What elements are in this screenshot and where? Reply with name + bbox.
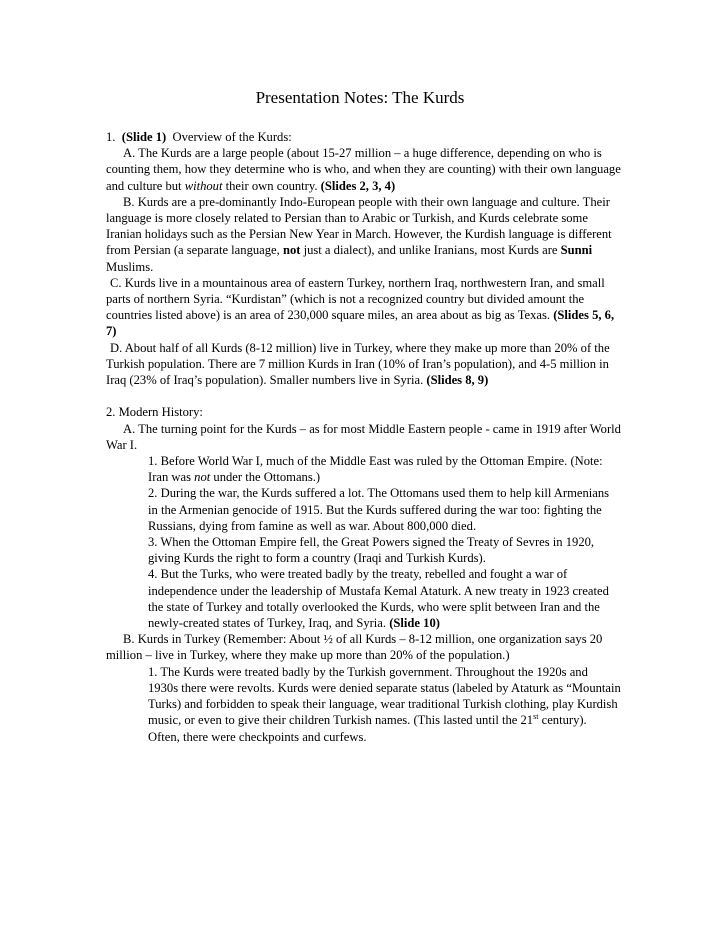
emphasis: without xyxy=(184,178,223,193)
text: B. Kurds are a pre-dominantly Indo-European people with their own language and culture. Their language is more closely related to Persian than to Arabic or Turkish, and Kurds celebrate some Iranian holidays such as the Persian New Year in March. However, the Kurdish language is different from Persian (a separate language, xyxy=(106,194,612,258)
text: their own country. xyxy=(222,178,321,193)
section-1-heading xyxy=(106,129,621,145)
paragraph-1a xyxy=(106,145,621,194)
text: just a dialect), and unlike Iranians, most Kurds are xyxy=(300,243,561,258)
slide-ref: (Slides 5, 6, 7) xyxy=(106,308,615,339)
section-heading-text: Overview of the Kurds: xyxy=(172,130,292,144)
paragraph-1c xyxy=(106,275,621,340)
paragraph-2a2: 2. During the war, the Kurds suffered a lot. The Ottomans used them to help kill Armenians in the Armenian genocide of 1915. But the Kurds suffered during the war too: fighting the Russians, dying from famine as well as war. About 800,000 died. xyxy=(148,486,610,533)
paragraph-2a3: 3. When the Ottoman Empire fell, the Great Powers signed the Treaty of Sevres in 1920, giving Kurds the right to form a country (Iraqi and Turkish Kurds). xyxy=(148,535,595,566)
paragraph-2a: A. The turning point for the Kurds – as for most Middle Eastern people - came in 1919 after World War I. xyxy=(106,421,621,452)
paragraph-2b: B. Kurds in Turkey (Remember: About ½ of all Kurds – 8-12 million, one organization says 20 million – live in Turkey, where they make up more than 20% of the population.) xyxy=(106,632,603,663)
text: 4. But the Turks, who were treated badly by the treaty, rebelled and fought a war of independence under the leadership of Mustafa Kemal Ataturk. A new treaty in 1923 created the state of Turkey and totally overlooked the Kurds, who were split between Iran and the newly-created states of Turkey, Iraq, and Syria. xyxy=(148,567,609,631)
spacer xyxy=(106,388,621,404)
text: under the Ottomans.) xyxy=(210,470,321,485)
paragraph-2a1 xyxy=(148,453,621,485)
text: 1. The Kurds were treated badly by the Turkish government. Throughout the 1920s and 1930s there were revolts. Kurds were denied separate status (labeled by Ataturk as “Mountain Turks) and forbidden to speak their language, wear traditional Turkish clothing, play Kurdish music, or even to give their children Turkish names. (This lasted until the 21 xyxy=(148,664,621,728)
bold-text: Sunni xyxy=(560,243,593,258)
text: A. The Kurds are a large people (about 15-27 million – a huge difference, depending on who is counting them, how they determine who is who, and when they are counting) with their own language and culture but xyxy=(106,146,621,193)
paragraph-2b1 xyxy=(148,664,621,745)
page-title: Presentation Notes: The Kurds xyxy=(255,88,465,107)
text: century). Often, there were checkpoints and curfews. xyxy=(148,713,587,744)
text: D. About half of all Kurds (8-12 million) live in Turkey, where they make up more than 20% of the Turkish population. There are 7 million Kurds in Iran (10% of Iran’s population), and 4-5 million in Iraq (23% of Iraq’s population). Smaller numbers live in Syria. xyxy=(106,340,610,388)
text: C. Kurds live in a mountainous area of eastern Turkey, northern Iraq, northwestern Iran, and small parts of northern Syria. “Kurdistan” (which is not a recognized country but divided amount the countries listed above) is an area of 230,000 square miles, an area about as big as Texas. xyxy=(106,275,605,323)
document-body xyxy=(106,129,621,745)
text: Muslims. xyxy=(106,259,154,274)
superscript: st xyxy=(533,712,539,722)
section-2-heading: 2. Modern History: xyxy=(106,405,203,420)
slide-ref: (Slide 1) xyxy=(121,130,167,144)
paragraph-2a4 xyxy=(148,566,621,631)
paragraph-1b xyxy=(106,194,621,275)
slide-ref: (Slides 8, 9) xyxy=(426,373,489,388)
text: 1. Before World War I, much of the Middle East was ruled by the Ottoman Empire. (Note: Iran was xyxy=(148,454,603,485)
bold-text: not xyxy=(282,243,301,258)
paragraph-1d xyxy=(106,340,621,389)
slide-ref: (Slides 2, 3, 4) xyxy=(320,178,396,193)
slide-ref: (Slide 10) xyxy=(389,616,440,631)
section-number: 1. xyxy=(106,130,116,144)
emphasis: not xyxy=(194,470,211,485)
